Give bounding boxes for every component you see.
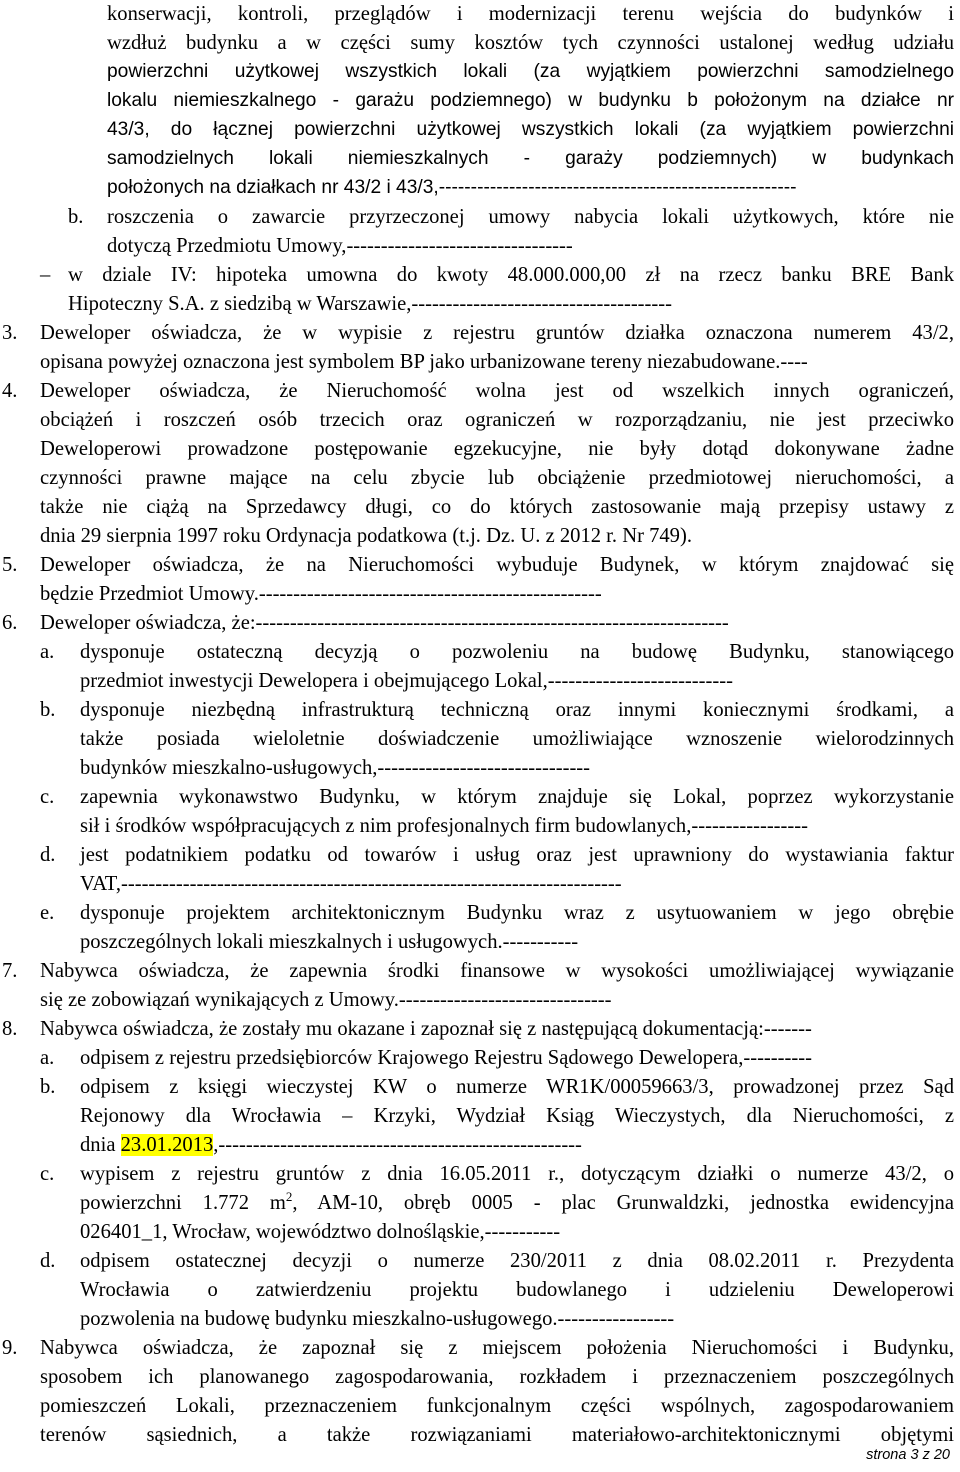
subitem-marker: b. [40,699,56,721]
item-marker: 7. [2,960,18,982]
item-line: czynności prawne mające na celu zbycie lub obciążenie przedmiotowej nieruchomości, a [40,467,954,489]
subitem-line: poszczególnych lokali mieszkalnych i usługowych.----------- [80,931,579,953]
subitem-line: Wrocławia o zatwierdzeniu projektu budowlanego i udzieleniu Deweloperowi [80,1279,954,1301]
item-line: opisana powyżej oznaczona jest symbolem BP jako urbanizowane tereny niezabudowane.---- [40,351,808,373]
subitem-marker: a. [40,641,55,663]
subitem-line: VAT,------------------------------------------------------------------------- [80,873,622,895]
subitem-marker: d. [40,844,56,866]
subitem-line: sił i środków współpracujących z nim profesjonalnych firm budowlanych,----------------- [80,815,808,837]
subitem-marker: e. [40,902,55,924]
intro-line: powierzchni użytkowej wszystkich lokali (za wyjątkiem powierzchni samodzielnego [107,61,954,82]
item-line: obciążeń i roszczeń osób trzecich oraz ograniczeń w rozporządzaniu, nie jest przeciwko [40,409,954,431]
subitem-line: dysponuje projektem architektonicznym Budynku wraz z usytuowaniem w jego obrębie [80,902,954,924]
item-marker: 8. [2,1018,18,1040]
area-superscript: 2 [285,1189,293,1204]
subitem-line: odpisem z rejestru przedsiębiorców Krajowego Rejestru Sądowego Dewelopera,---------- [80,1047,812,1069]
item-line: pomieszczeń Lokali, przeznaczeniem funkcjonalnym części wspólnych, zagospodarowaniem [40,1395,954,1417]
item-line: Deweloper oświadcza, że w wypisie z rejestru gruntów działka oznaczona numerem 43/2, [40,322,954,344]
item-line: Nabywca oświadcza, że zapewnia środki finansowe w wysokości umożliwiającej wywiązanie [40,960,954,982]
intro-line: samodzielnych lokali niemieszkalnych - garaży podziemnych) w budynkach [107,148,954,169]
intro-line: położonych na działkach nr 43/2 i 43/3,-------------------------------------------------------- [107,177,797,198]
subitem-line: także posiada wieloletnie doświadczenie umożliwiające wznoszenie wielorodzinnych [80,728,954,750]
item-line: terenów sąsiednich, a także rozwiązaniami materiałowo-architektonicznymi objętymi [40,1424,954,1446]
subitem-line [80,1131,582,1159]
intro-line: lokalu niemieszkalnego - garażu podziemnego) w budynku b położonym na działce nr [107,90,954,111]
subitem-line: odpisem z księgi wieczystej KW o numerze WR1K/00059663/3, prowadzonej przez Sąd [80,1076,954,1098]
item-marker: b. [68,206,84,228]
subitem-marker: a. [40,1047,55,1069]
dash-marker: – [40,264,51,286]
claims-line: roszczenia o zawarcie przyrzeczonej umowy nabycia lokali użytkowych, które nie [107,206,954,228]
item-line: Deweloperowi prowadzone postępowanie egzekucyjne, nie były dotąd dokonywane żadne [40,438,954,460]
area-text: powierzchni 1.772 m [80,1192,286,1214]
item-marker: 4. [2,380,18,402]
subitem-line: Rejonowy dla Wrocławia – Krzyki, Wydział Ksiąg Wieczystych, dla Nieruchomości, z [80,1105,954,1127]
page-number-current: 3 [910,1447,919,1463]
subitem-marker: c. [40,1163,55,1185]
item-line: się ze zobowiązań wynikających z Umowy.------------------------------- [40,989,612,1011]
date-prefix: dnia [80,1134,121,1156]
item-line: Deweloper oświadcza, że:--------------------------------------------------------------------- [40,612,729,634]
area-text-rest: , AM-10, obręb 0005 - plac Grunwaldzki, jednostka ewidencyjna [292,1192,954,1214]
page-number-total: 20 [933,1447,950,1463]
subitem-marker: c. [40,786,55,808]
item-marker: 3. [2,322,18,344]
subitem-line: dysponuje ostateczną decyzją o pozwoleniu na budowę Budynku, stanowiącego [80,641,954,663]
item-line: Deweloper oświadcza, że Nieruchomość wolna jest od wszelkich innych ograniczeń, [40,380,954,402]
subitem-line: dysponuje niezbędną infrastrukturą techniczną oraz innymi koniecznymi środkami, a [80,699,954,721]
mortgage-line: Hipoteczny S.A. z siedzibą w Warszawie,-------------------------------------- [68,293,672,315]
highlighted-date: 23.01.2013 [120,1134,214,1156]
subitem-line: zapewnia wykonawstwo Budynku, w którym znajduje się Lokal, poprzez wykorzystanie [80,786,954,808]
item-line: dnia 29 sierpnia 1997 roku Ordynacja podatkowa (t.j. Dz. U. z 2012 r. Nr 749). [40,525,692,547]
item-marker: 9. [2,1337,18,1359]
subitem-marker: b. [40,1076,56,1098]
item-line: Nabywca oświadcza, że zapoznał się z miejscem położenia Nieruchomości i Budynku, [40,1337,954,1359]
subitem-line: wypisem z rejestru gruntów z dnia 16.05.2011 r., dotyczącym działki o numerze 43/2, o [80,1163,954,1185]
item-marker: 5. [2,554,18,576]
item-line: będzie Przedmiot Umowy.-------------------------------------------------- [40,583,602,605]
mortgage-line: w dziale IV: hipoteka umowna do kwoty 48.000.000,00 zł na rzecz banku BRE Bank [68,264,954,286]
intro-line: wzdłuż budynku a w części sumy kosztów tych czynności ustalonej według udziału [107,32,954,54]
subitem-line: przedmiot inwestycji Dewelopera i obejmującego Lokal,--------------------------- [80,670,733,692]
item-line: sposobem ich planowanego zagospodarowania, rozkładem i przeznaczeniem poszczególnych [40,1366,954,1388]
claims-line: dotyczą Przedmiotu Umowy,--------------------------------- [107,235,573,257]
subitem-line: pozwolenia na budowę budynku mieszkalno-usługowego.----------------- [80,1308,675,1330]
subitem-line: odpisem ostatecznej decyzji o numerze 230/2011 z dnia 08.02.2011 r. Prezydenta [80,1250,954,1272]
intro-line: konserwacji, kontroli, przeglądów i modernizacji terenu wejścia do budynków i [107,3,954,25]
subitem-line: budynków mieszkalno-usługowych,------------------------------- [80,757,591,779]
page-number-prefix: strona [866,1447,911,1463]
item-line: Nabywca oświadcza, że zostały mu okazane i zapoznał się z następującą dokumentacją:------- [40,1018,812,1040]
subitem-line: jest podatnikiem podatku od towarów i usług oraz jest uprawniony do wystawiania faktur [80,844,954,866]
item-marker: 6. [2,612,18,634]
page-number [866,1446,950,1464]
item-line: także nie ciążą na Sprzedawcy długi, co do których zastosowanie mają przepisy ustawy z [40,496,954,518]
subitem-line: 026401_1, Wrocław, województwo dolnośląskie,----------- [80,1221,561,1243]
date-suffix: ,----------------------------------------------------- [213,1134,582,1156]
page-number-separator: z [918,1447,934,1463]
item-line: Deweloper oświadcza, że na Nieruchomości wybuduje Budynek, w którym znajdować się [40,554,954,576]
subitem-marker: d. [40,1250,56,1272]
intro-line: 43/3, do łącznej powierzchni użytkowej wszystkich lokali (za wyjątkiem powierzchni [107,119,954,140]
subitem-line [80,1189,954,1217]
